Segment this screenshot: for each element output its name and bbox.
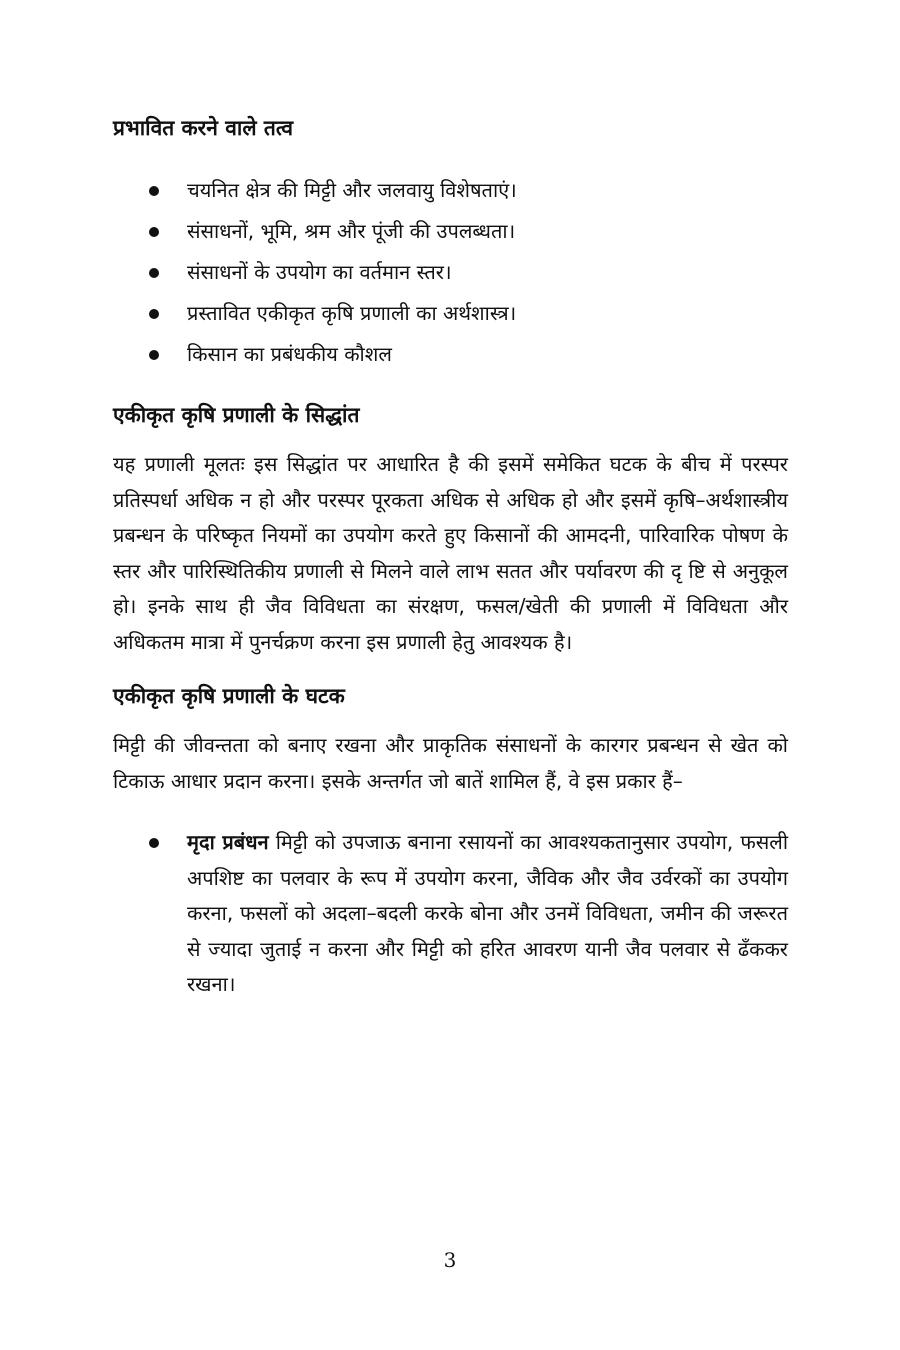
heading-influencing-factors: प्रभावित करने वाले तत्व xyxy=(113,116,294,140)
bullet-icon xyxy=(149,227,159,237)
influencing-factors-list xyxy=(113,170,788,375)
bullet-icon xyxy=(149,309,159,319)
components-list xyxy=(113,825,788,1003)
list-item-text: चयनित क्षेत्र की मिट्टी और जलवायु विशेषताएं। xyxy=(187,178,517,202)
bullet-icon xyxy=(149,838,159,848)
bullet-icon xyxy=(149,186,159,196)
bullet-icon xyxy=(149,268,159,278)
document-page xyxy=(113,108,788,1003)
list-item-text: किसान का प्रबंधकीय कौशल xyxy=(187,342,392,366)
bullet-icon xyxy=(149,350,159,360)
list-item xyxy=(149,170,788,211)
page-number: 3 xyxy=(443,1248,457,1272)
heading-components: एकीकृत कृषि प्रणाली के घटक xyxy=(113,684,345,708)
list-item xyxy=(149,334,788,375)
list-item xyxy=(149,252,788,293)
list-item xyxy=(149,293,788,334)
list-item-text: मिट्टी को उपजाऊ बनाना रसायनों का आवश्यकतानुसार उपयोग, फसली अपशिष्ट का पलवार के रूप में उपयोग करना, जैविक और जैव उर्वरकों का उपयोग करना, फसलों को अदला–बदली करके बोना और उनमें विविधता, जमीन की जरूरत से ज्यादा जुताई न करना और मिट्टी को हरित आवरण यानी जैव पलवार से ढँककर रखना। xyxy=(187,830,789,996)
heading-principles: एकीकृत कृषि प्रणाली के सिद्धांत xyxy=(113,403,360,427)
list-item-text: प्रस्तावित एकीकृत कृषि प्रणाली का अर्थशास्त्र। xyxy=(187,301,517,325)
list-item xyxy=(149,211,788,252)
components-paragraph: मिट्टी की जीवन्तता को बनाए रखना और प्राकृतिक संसाधनों के कारगर प्रबन्धन से खेत को टिकाऊ आधार प्रदान करना। इसके अन्तर्गत जो बातें शामिल हैं, वे इस प्रकार हैं– xyxy=(113,733,788,793)
list-item-term: मृदा प्रबंधन xyxy=(187,830,269,854)
list-item-soil-management xyxy=(149,825,788,1003)
list-item-text: संसाधनों, भूमि, श्रम और पूंजी की उपलब्धता। xyxy=(187,219,516,243)
principles-paragraph: यह प्रणाली मूलतः इस सिद्धांत पर आधारित है की इसमें समेकित घटक के बीच में परस्पर प्रतिस्पर्धा अधिक न हो और परस्पर पूरकता अधिक से अधिक हो और इसमें कृषि–अर्थशास्त्रीय प्रबन्धन के परिष्कृत नियमों का उपयोग करते हुए किसानों की आमदनी, पारिवारिक पोषण के स्तर और पारिस्थितिकीय प्रणाली से मिलने वाले लाभ सतत और पर्यावरण की दृ ष्टि से अनुकूल हो। इनके साथ ही जैव विविधता का संरक्षण, फसल/खेती की प्रणाली में विविधता और अधिकतम मात्रा में पुनर्चक्रण करना इस प्रणाली हेतु आवश्यक है। xyxy=(113,452,788,654)
list-item-text: संसाधनों के उपयोग का वर्तमान स्तर। xyxy=(187,260,452,284)
